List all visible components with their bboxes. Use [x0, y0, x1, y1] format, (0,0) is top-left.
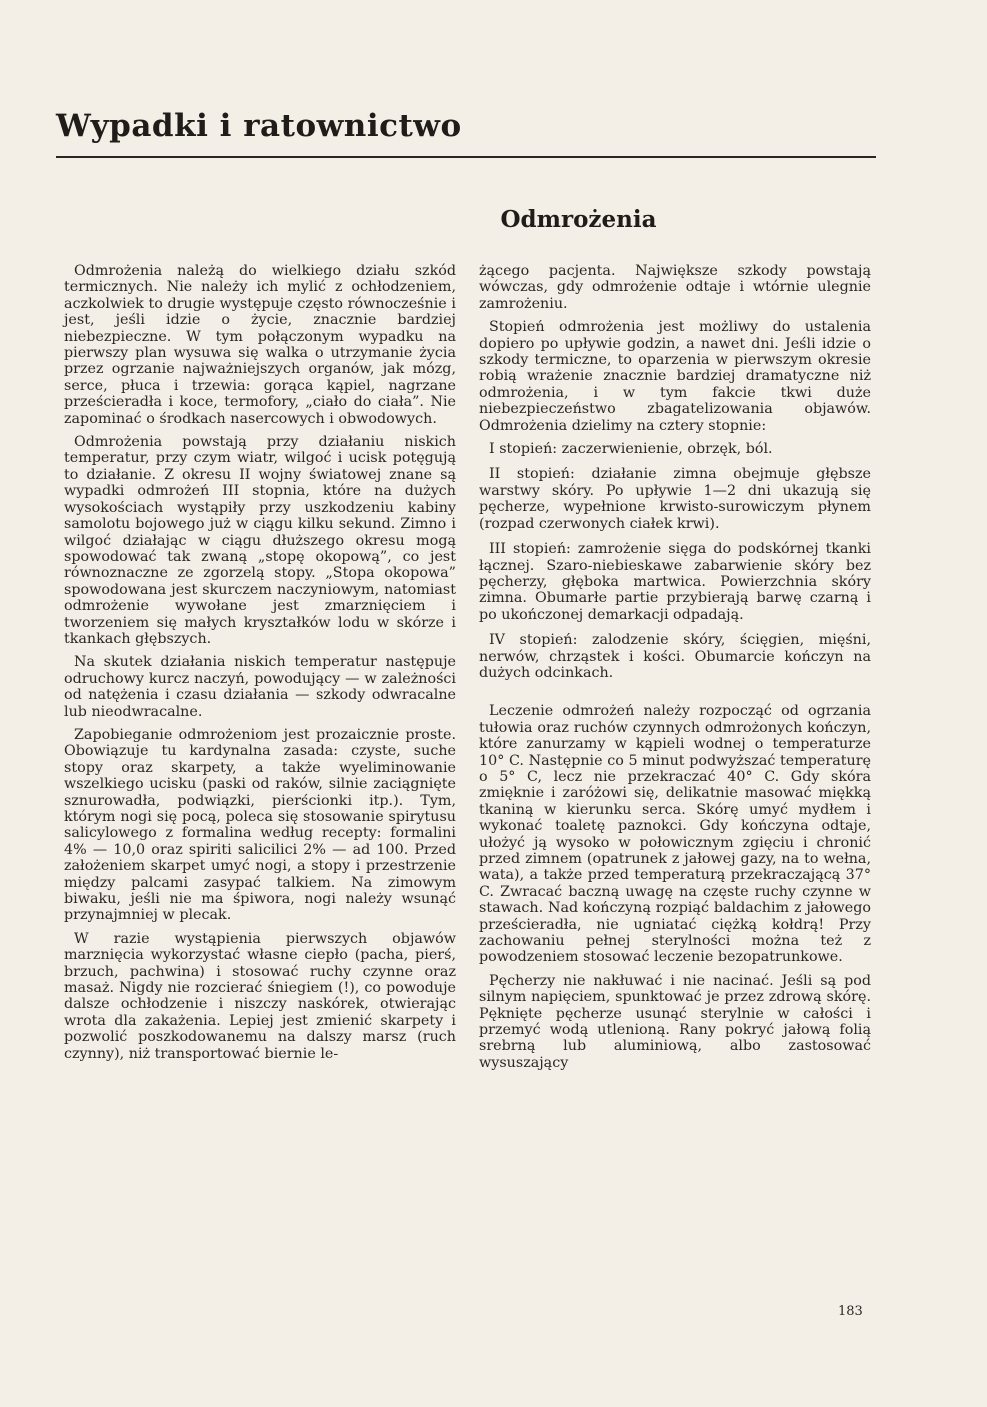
paragraph-continuation: żącego pacjenta. Największe szkody powstają wówczas, gdy odmrożenie odtaje i wtórnie ulegnie zamrożeniu.	[479, 263, 871, 312]
paragraph: Zapobieganie odmrożeniom jest prozaicznie proste. Obowiązuje tu kardynalna zasada: czyste, suche stopy oraz skarpety, a także wyeliminowanie wszelkiego ucisku (paski od raków, silnie zaciągnięte sznurowadła, podwiązki, pierścionki itp.). Tym, którym nogi się pocą, poleca się stosowanie spirytusu salicylowego z formalina według recepty: formalini 4% — 10,0 oraz spiriti salicilici 2% — ad 100. Przed założeniem skarpet umyć nogi, a stopy i przestrzenie między palcami zasypać talkiem. Na zimowym biwaku, jeśli nie ma śpiwora, nogi należy wsunąć przynajmniej w plecak.	[64, 726, 456, 924]
section-title: Wypadki i ratownictwo	[56, 108, 462, 144]
paragraph: W razie wystąpienia pierwszych objawów marznięcia wykorzystać własne ciepło (pacha, pierś, brzuch, pachwina) i stosować ruchy czynne oraz masaż. Nigdy nie rozcierać śniegiem (!), co powoduje dalsze ochłodzenie i niszczy naskórek, otwierając wrota dla zakażenia. Lepiej jest zmienić skarpety i pozwolić poszkodowanemu na dalszy marsz (ruch czynny), niż transportować biernie le-	[64, 930, 456, 1062]
article-title: Odmrożenia	[500, 206, 657, 233]
right-column	[479, 263, 871, 1078]
paragraph: Odmrożenia należą do wielkiego działu szkód termicznych. Nie należy ich mylić z ochłodzeniem, aczkolwiek to drugie występuje często równocześnie i jest, jeśli idzie o życie, znacznie bardziej niebezpieczne. W tym połączonym wypadku na pierwszy plan wysuwa się walka o utrzymanie życia przez ogrzanie najważniejszych organów, jak mózg, serce, płuca i trzewia: gorąca kąpiel, nagrzane prześcieradła i koce, termofory, „ciało do ciała”. Nie zapominać o środkach nasercowych i obwodowych.	[64, 263, 456, 427]
page-number: 183	[838, 1304, 863, 1319]
degree-item: III stopień: zamrożenie sięga do podskórnej tkanki łącznej. Szaro-niebieskawe zabarwienie skóry bez pęcherzy, głęboka martwica. Powierzchnia skóry zimna. Obumarłe partie przybierają barwę czarną i po ukończonej demarkacji odpadają.	[479, 541, 871, 623]
degree-item: I stopień: zaczerwienienie, obrzęk, ból.	[489, 441, 773, 458]
paragraph: Leczenie odmrożeń należy rozpocząć od ogrzania tułowia oraz ruchów czynnych odmrożonych kończyn, które zanurzamy w kąpieli wodnej o temperaturze 10° C. Następnie co 5 minut podwyższać temperaturę o 5° C, lecz nie przekraczać 40° C. Gdy skóra zmięknie i zaróżowi się, delikatnie masować miękką tkaniną w kierunku serca. Skórę umyć mydłem i wykonać toaletę paznokci. Gdy kończyna odtaje, ułożyć ją wysoko w połowicznym zgięciu i chronić przed zimnem (opatrunek z jałowej gazy, na to wełna, wata), a także przed temperaturą przekraczającą 37° C. Zwracać baczną uwagę na częste ruchy czynne w stawach. Nad kończyną rozpiąć baldachim z jałowego prześcieradła, nie ugniatać ciężką kołdrą! Przy zachowaniu pełnej sterylności można też z powodzeniem stosować leczenie bezopatrunkowe.	[479, 703, 871, 966]
header-rule	[56, 156, 876, 158]
degree-item: II stopień: działanie zimna obejmuje głębsze warstwy skóry. Po upływie 1—2 dni ukazują się pęcherze, wypełnione krwisto-surowiczym płynem (rozpad czerwonych ciałek krwi).	[479, 466, 871, 532]
paragraph: Odmrożenia powstają przy działaniu niskich temperatur, przy czym wiatr, wilgoć i ucisk potęgują to działanie. Z okresu II wojny światowej znane są wypadki odmrożeń III stopnia, które na dużych wysokościach wystąpiły przy uszkodzeniu kabiny samolotu bojowego już w ciągu kilku sekund. Zimno i wilgoć działając w ciągu dłuższego okresu mogą spowodować tak zwaną „stopę okopową”, co jest równoznaczne ze zgorzelą stopy. „Stopa okopowa” spowodowana jest skurczem naczyniowym, natomiast odmrożenie wywołane jest zmarznięciem i tworzeniem się małych kryształków lodu w skórze i tkankach głębszych.	[64, 434, 456, 647]
paragraph: Pęcherzy nie nakłuwać i nie nacinać. Jeśli są pod silnym napięciem, spunktować je przez zdrową skórę. Pęknięte pęcherze usunąć sterylnie w całości i przemyć wodą utlenioną. Rany pokryć jałową folią srebrną lub aluminiową, albo zastosować wysuszający	[479, 972, 871, 1071]
paragraph: Na skutek działania niskich temperatur następuje odruchowy kurcz naczyń, powodujący — w zależności od natężenia i czasu działania — szkody odwracalne lub nieodwracalne.	[64, 654, 456, 720]
left-column	[64, 263, 456, 1069]
paragraph: Stopień odmrożenia jest możliwy do ustalenia dopiero po upływie godzin, a nawet dni. Jeśli idzie o szkody termiczne, to oparzenia w pierwszym okresie robią wrażenie znacznie bardziej dramatyczne niż odmrożenia, i w tym fakcie tkwi duże niebezpieczeństwo zbagatelizowania objawów. Odmrożenia dzielimy na cztery stopnie:	[479, 319, 871, 434]
degree-item: IV stopień: zalodzenie skóry, ścięgien, mięśni, nerwów, chrząstek i kości. Obumarcie kończyn na dużych odcinkach.	[479, 632, 871, 681]
